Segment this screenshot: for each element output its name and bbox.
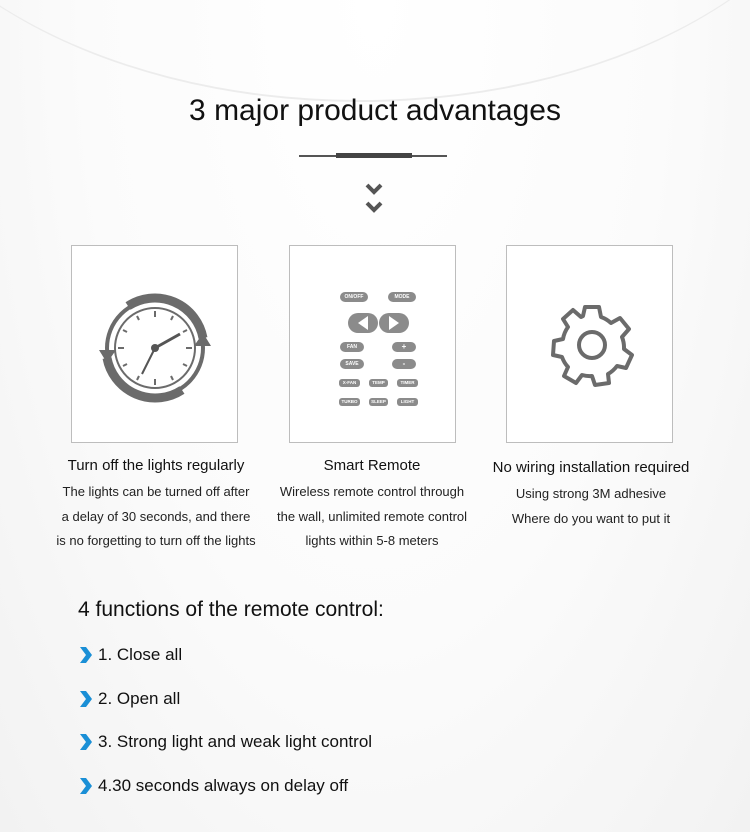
remote-plus-button: + [392,342,416,352]
card-description-remote: Wireless remote control through the wall, unlimited remote control lights within 5-8 meters [276,484,468,548]
gear-icon [507,246,674,444]
remote-fan-button: FAN [340,342,364,352]
function-item-label: 2. Open all [98,689,181,708]
remote-save-button: SAVE [340,359,364,369]
function-item-3 [78,731,372,753]
card-description-timer: The lights can be turned off after a delay of 30 seconds, and there is no forgetting to turn off the lights [56,484,256,548]
card-heading-timer: Turn off the lights regularly [67,457,245,474]
chevron-right-icon [78,691,92,707]
feature-card-remote [289,245,456,443]
function-item-1 [78,644,182,666]
remote-timer-button: TIMER [397,379,418,387]
remote-onoff-button: ON/OFF [340,292,368,302]
double-chevron-down-icon [363,182,385,216]
remote-mode-button: MODE [388,292,416,302]
card-description-installation: Using strong 3M adhesive Where do you want to put it [511,486,671,526]
remote-xfan-button: X-FAN [339,379,360,387]
functions-title: 4 functions of the remote control: [78,598,384,621]
chevron-right-icon [78,778,92,794]
clock-refresh-icon [72,246,239,444]
feature-card-timer [71,245,238,443]
function-item-4 [78,775,348,797]
function-item-label: 3. Strong light and weak light control [98,732,373,751]
function-item-label: 1. Close all [98,645,183,664]
remote-sleep-button: SLEEP [369,398,388,406]
card-heading-installation: No wiring installation required [492,459,690,476]
remote-left-arrow-icon [348,313,378,333]
remote-right-arrow-icon [379,313,409,333]
title-divider-accent [336,153,412,158]
function-item-2 [78,688,180,710]
chevron-right-icon [78,647,92,663]
card-heading-remote: Smart Remote [323,457,421,474]
remote-control-icon [290,246,457,444]
remote-minus-button: - [392,359,416,369]
background-arc [0,0,750,102]
remote-temp-button: TEMP [369,379,388,387]
function-item-label: 4.30 seconds always on delay off [98,776,349,795]
chevron-right-icon [78,734,92,750]
remote-light-button: LIGHT [397,398,418,406]
remote-turbo-button: TURBO [339,398,360,406]
feature-card-installation [506,245,673,443]
page-title: 3 major product advantages [189,94,561,127]
